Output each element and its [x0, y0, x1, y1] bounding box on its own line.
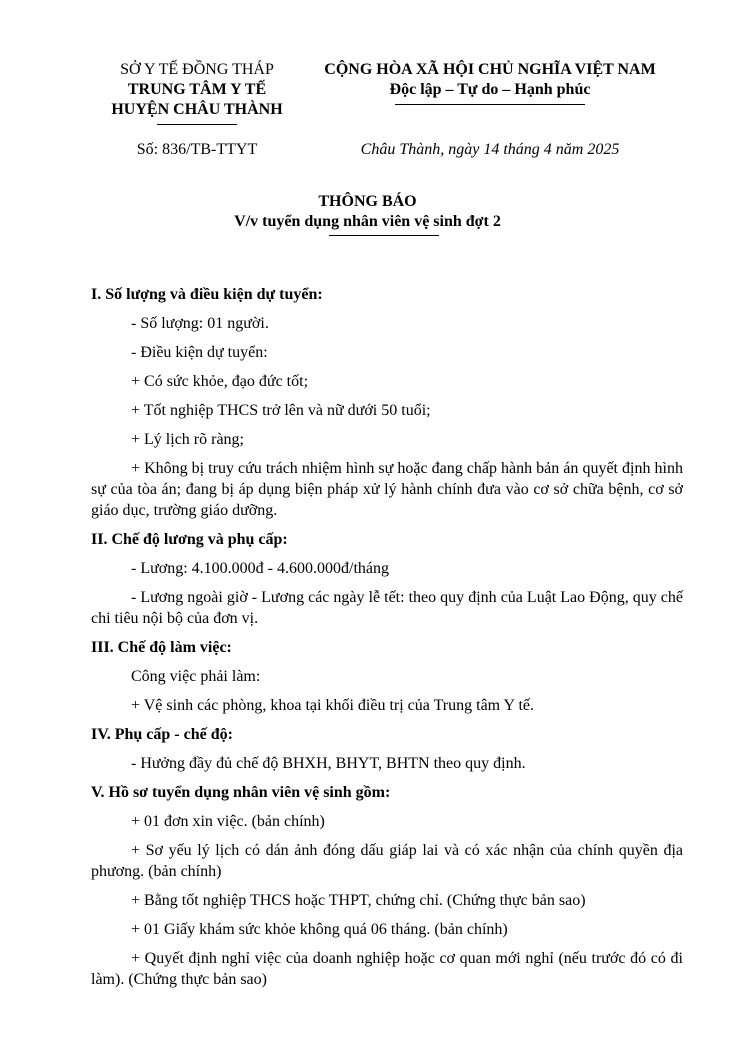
org-district: HUYỆN CHÂU THÀNH: [111, 101, 283, 118]
national-motto: Độc lập – Tự do – Hạnh phúc: [389, 81, 591, 98]
section-item: + 01 đơn xin việc. (bản chính): [131, 813, 325, 830]
section-heading: I. Số lượng và điều kiện dự tuyển:: [91, 286, 323, 303]
section-item: + Lý lịch rõ ràng;: [131, 431, 244, 448]
org-underline: [157, 124, 237, 125]
section-item: + Tốt nghiệp THCS trở lên và nữ dưới 50 tuổi;: [131, 402, 431, 419]
section-item: - Lương ngoài giờ - Lương các ngày lễ tết: theo quy định của Luật Lao Động, quy chế chi tiêu nội bộ của đơn vị.: [91, 589, 683, 627]
national-header: [300, 60, 680, 105]
section-item: Công việc phải làm:: [131, 668, 261, 685]
document-date: Châu Thành, ngày 14 tháng 4 năm 2025: [360, 141, 620, 158]
section-item: - Số lượng: 01 người.: [131, 315, 269, 332]
document-body: [91, 284, 683, 998]
org-parent: SỞ Y TẾ ĐỒNG THÁP: [120, 61, 274, 78]
section-heading: V. Hồ sơ tuyển dụng nhân viên vệ sinh gồm:: [91, 784, 391, 801]
motto-underline: [395, 104, 585, 105]
section-item: + Quyết định nghỉ việc của doanh nghiệp hoặc cơ quan mới nghỉ (nếu trước đó có đi làm). (Chứng thực bản sao): [91, 950, 683, 988]
section-item: - Hưởng đầy đủ chế độ BHXH, BHYT, BHTN theo quy định.: [131, 755, 526, 772]
section-item: + Bằng tốt nghiệp THCS hoặc THPT, chứng chỉ. (Chứng thực bản sao): [131, 892, 586, 909]
section-item: + Có sức khỏe, đạo đức tốt;: [131, 373, 309, 390]
section-item: - Lương: 4.100.000đ - 4.600.000đ/tháng: [131, 560, 389, 577]
section-heading: II. Chế độ lương và phụ cấp:: [91, 531, 288, 548]
nation-name: CỘNG HÒA XÃ HỘI CHỦ NGHĨA VIỆT NAM: [324, 61, 656, 78]
section-heading: IV. Phụ cấp - chế độ:: [91, 726, 233, 743]
title-main: THÔNG BÁO: [318, 193, 417, 210]
section-item: + 01 Giấy khám sức khỏe không quá 06 tháng. (bản chính): [131, 921, 508, 938]
section-item: - Điều kiện dự tuyển:: [131, 344, 268, 361]
section-item: + Vệ sinh các phòng, khoa tại khối điều trị của Trung tâm Y tế.: [131, 697, 535, 714]
title-subject: V/v tuyển dụng nhân viên vệ sinh đợt 2: [234, 213, 501, 230]
issuing-organization: [92, 60, 302, 125]
section-item: + Sơ yếu lý lịch có dán ảnh đóng dấu giáp lai và có xác nhận của chính quyền địa phương. (bản chính): [91, 842, 683, 880]
section-heading: III. Chế độ làm việc:: [91, 639, 232, 656]
org-name: TRUNG TÂM Y TẾ: [127, 81, 267, 98]
section-item: + Không bị truy cứu trách nhiệm hình sự hoặc đang chấp hành bản án quyết định hình sự của tòa án; đang bị áp dụng biện pháp xử lý hành chính đưa vào cơ sở chữa bệnh, cơ sở giáo dục, trường giáo dưỡng.: [91, 460, 683, 519]
document-number: Số: 836/TB-TTYT: [136, 141, 258, 158]
title-underline: [329, 235, 439, 236]
document-title: [0, 192, 735, 236]
